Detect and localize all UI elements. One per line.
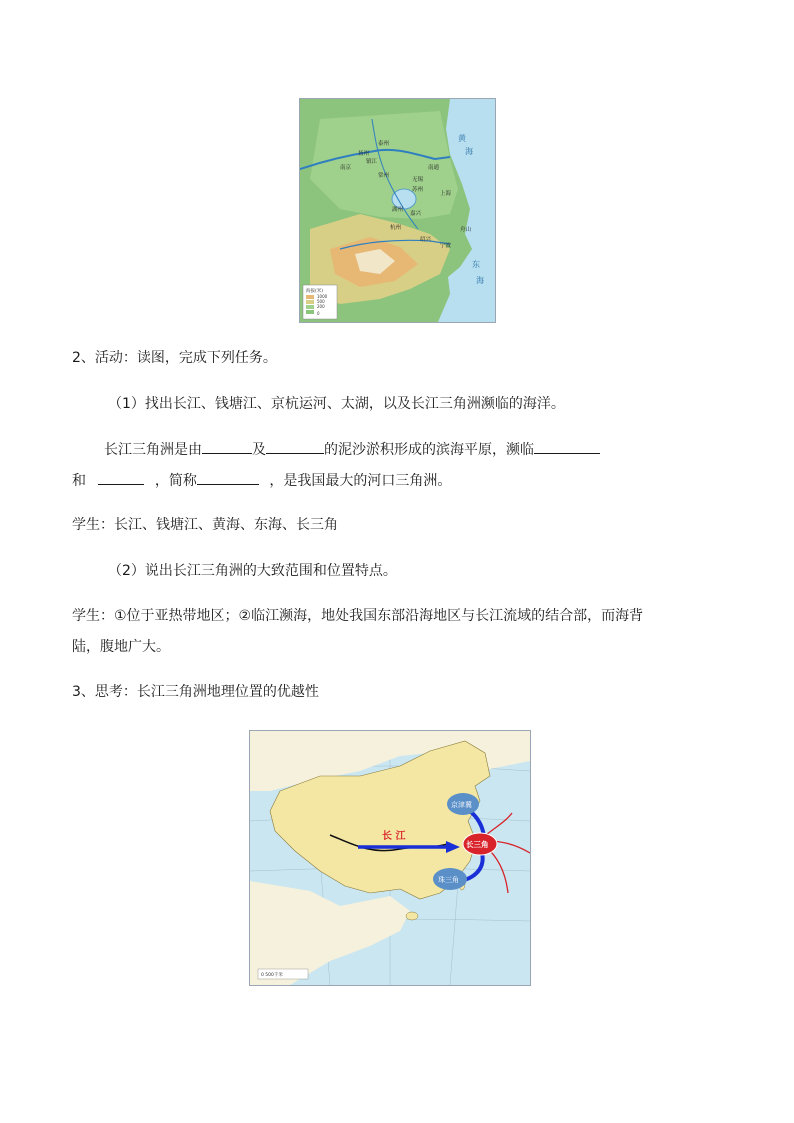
blank[interactable] (202, 439, 252, 454)
city-label: 无锡 (412, 177, 424, 183)
city-label: 杭州 (390, 225, 402, 231)
city-label: 上海 (440, 191, 452, 197)
city-label: 嘉兴 (410, 211, 422, 217)
fill-blank-line-1 (104, 439, 600, 460)
legend-value: 0 (317, 311, 320, 316)
student-answer-2-line1: 学生：①位于亚热带地区；②临江濒海，地处我国东部沿海地区与长江流域的结合部，而海背 (72, 608, 644, 624)
text-part: 及 (252, 442, 266, 458)
city-label: 南通 (428, 165, 440, 171)
delta-relief-map (299, 98, 496, 323)
task-2: （2）说出长江三角洲的大致范围和位置特点。 (108, 563, 397, 579)
task-1: （1）找出长江、钱塘江、京杭运河、太湖，以及长江三角洲濒临的海洋。 (108, 396, 565, 412)
blank[interactable] (534, 439, 600, 454)
city-label: 常州 (378, 173, 390, 179)
legend-value: 500 (317, 299, 325, 304)
city-label: 宁波 (440, 243, 452, 249)
think-heading: 3、思考：长江三角洲地理位置的优越性 (72, 684, 319, 700)
text-part: 和 (72, 473, 86, 489)
student-answer-2-line2: 陆，腹地广大。 (72, 639, 170, 655)
text-part: 长江三角洲是由 (104, 442, 202, 458)
city-label: 绍兴 (420, 237, 432, 243)
delta-relief-svg (300, 99, 495, 322)
legend-value: 1000 (317, 294, 328, 299)
china-location-map (249, 730, 531, 986)
bubble-zsj: 珠三角 (438, 876, 459, 884)
fill-blank-line-2 (72, 470, 451, 491)
blank[interactable] (266, 439, 324, 454)
sea-label: 海 (465, 147, 473, 156)
student-answer-1: 学生：长江、钱塘江、黄海、东海、长三角 (72, 517, 338, 533)
city-label: 南京 (340, 165, 352, 171)
sea-label: 海 (476, 276, 484, 285)
china-location-svg (250, 731, 530, 985)
bubble-jjj: 京津冀 (451, 801, 472, 809)
city-label: 扬州 (358, 151, 370, 157)
elevation-legend (303, 285, 337, 319)
city-label: 湖州 (392, 207, 404, 213)
sea-label: 黄 (458, 134, 466, 143)
blank[interactable] (98, 470, 144, 485)
text-part: ，是我国最大的河口三角洲。 (269, 473, 452, 489)
activity-heading: 2、活动：读图，完成下列任务。 (72, 350, 277, 366)
yangtze-label: 长 江 (382, 831, 406, 842)
blank[interactable] (197, 470, 259, 485)
city-label: 舟山 (460, 227, 472, 233)
legend-value: 200 (317, 304, 325, 309)
legend-title: 海拔(米) (306, 289, 324, 294)
city-label: 泰州 (378, 141, 390, 147)
sea-label: 东 (472, 260, 480, 269)
city-label: 镇江 (366, 159, 378, 165)
scale-bar: 0 500千米 (261, 973, 283, 978)
text-part: ，简称 (154, 473, 197, 489)
city-label: 苏州 (412, 187, 424, 193)
bubble-csj: 长三角 (466, 840, 489, 849)
text-part: 的泥沙淤积形成的滨海平原，濒临 (324, 442, 534, 458)
